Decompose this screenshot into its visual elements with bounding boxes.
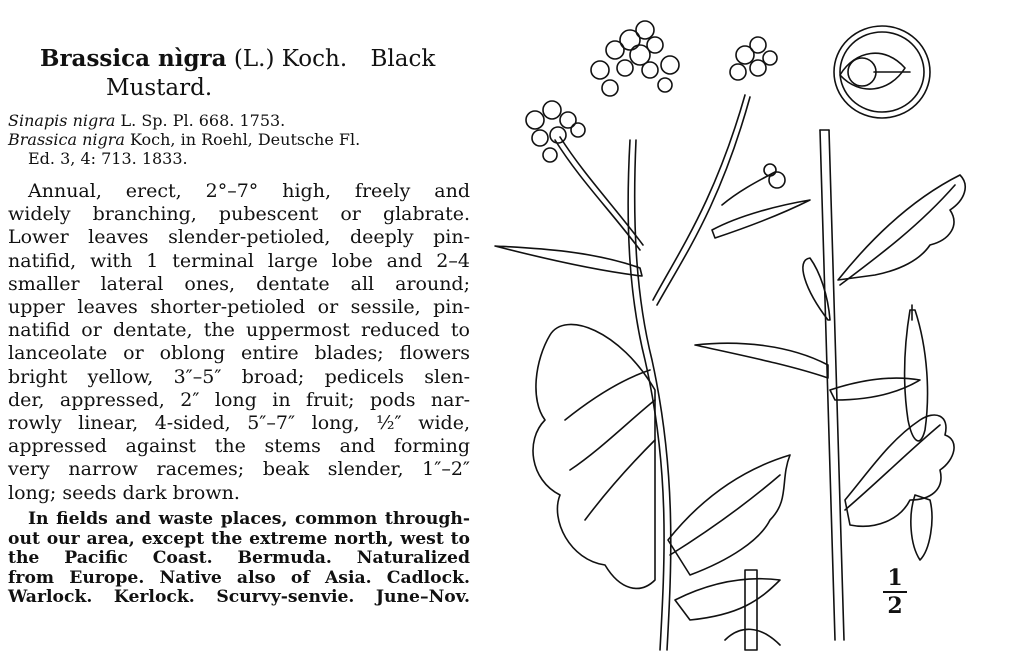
synonym-citations — [8, 111, 478, 168]
species-name: Brassica nìgra — [40, 45, 227, 72]
description-line: rowly linear, 4-sided, 5″–7″ long, ½″ wide, — [8, 412, 470, 435]
habitat-line: In fields and waste places, common through- — [28, 509, 470, 529]
common-name-part1: Black — [370, 46, 436, 72]
text-column — [0, 0, 478, 664]
description-line: widely branching, pubescent or glabrate. — [8, 203, 470, 226]
description-line: appressed against the stems and forming — [8, 435, 470, 458]
synonym-name: Sinapis nigra — [8, 111, 116, 130]
fruiting-stem-drawing — [695, 130, 965, 640]
synonym-name: Brassica nigra — [8, 130, 125, 149]
description-line: Annual, erect, 2°–7° high, freely and — [28, 180, 470, 202]
species-authority: (L.) Koch. — [233, 46, 348, 72]
description-line: very narrow racemes; beak slender, 1″–2″ — [8, 458, 470, 481]
description-line: natifid, with 1 terminal large lobe and 2–4 — [8, 249, 470, 272]
seed-pod — [905, 310, 928, 441]
description-line: bright yellow, 3″–5″ broad; pedicels slen- — [8, 365, 470, 388]
synonym-line — [8, 111, 478, 130]
flower-cluster — [591, 21, 679, 96]
botanical-illustration — [490, 0, 1012, 664]
seed-pod — [911, 495, 932, 560]
habitat-line: from Europe. Native also of Asia. Cadlock. — [8, 567, 470, 588]
flower-cluster — [526, 101, 585, 162]
synonym-citation: L. Sp. Pl. 668. 1753. — [115, 111, 286, 130]
species-heading — [40, 44, 470, 103]
scale-numerator: 1 — [887, 565, 903, 591]
description-paragraph — [8, 180, 470, 505]
synonym-citation: Koch, in Roehl, Deutsche Fl. — [124, 130, 361, 149]
description-line: long; seeds dark brown. — [8, 481, 240, 504]
synonym-line — [8, 130, 478, 149]
common-name-part2: Mustard. — [106, 75, 213, 101]
habitat-line: out our area, except the extreme north, west to — [8, 528, 470, 549]
description-line: smaller lateral ones, dentate all around; — [8, 272, 470, 295]
description-line: der, appressed, 2″ long in fruit; pods nar- — [8, 388, 470, 411]
flower-cluster — [730, 37, 777, 80]
description-line: Lower leaves slender-petioled, deeply pin- — [8, 226, 470, 249]
description-line: lanceolate or oblong entire blades; flowers — [8, 342, 470, 365]
habitat-paragraph — [8, 510, 470, 608]
habitat-line: Warlock. Kerlock. Scurvy-senvie. June–Nov. — [8, 587, 470, 608]
habitat-line: the Pacific Coast. Bermuda. Naturalized — [8, 548, 470, 569]
description-line: natifid or dentate, the uppermost reduced to — [8, 319, 470, 342]
description-line: upper leaves shorter-petioled or sessile, pin- — [8, 296, 470, 319]
synonym-line — [8, 149, 478, 168]
synonym-citation: Ed. 3, 4: 713. 1833. — [28, 149, 188, 168]
flowering-stem-drawing — [495, 21, 810, 650]
seed-cross-section — [834, 26, 930, 118]
scale-fraction — [880, 567, 910, 617]
scale-denominator: 2 — [887, 593, 903, 619]
